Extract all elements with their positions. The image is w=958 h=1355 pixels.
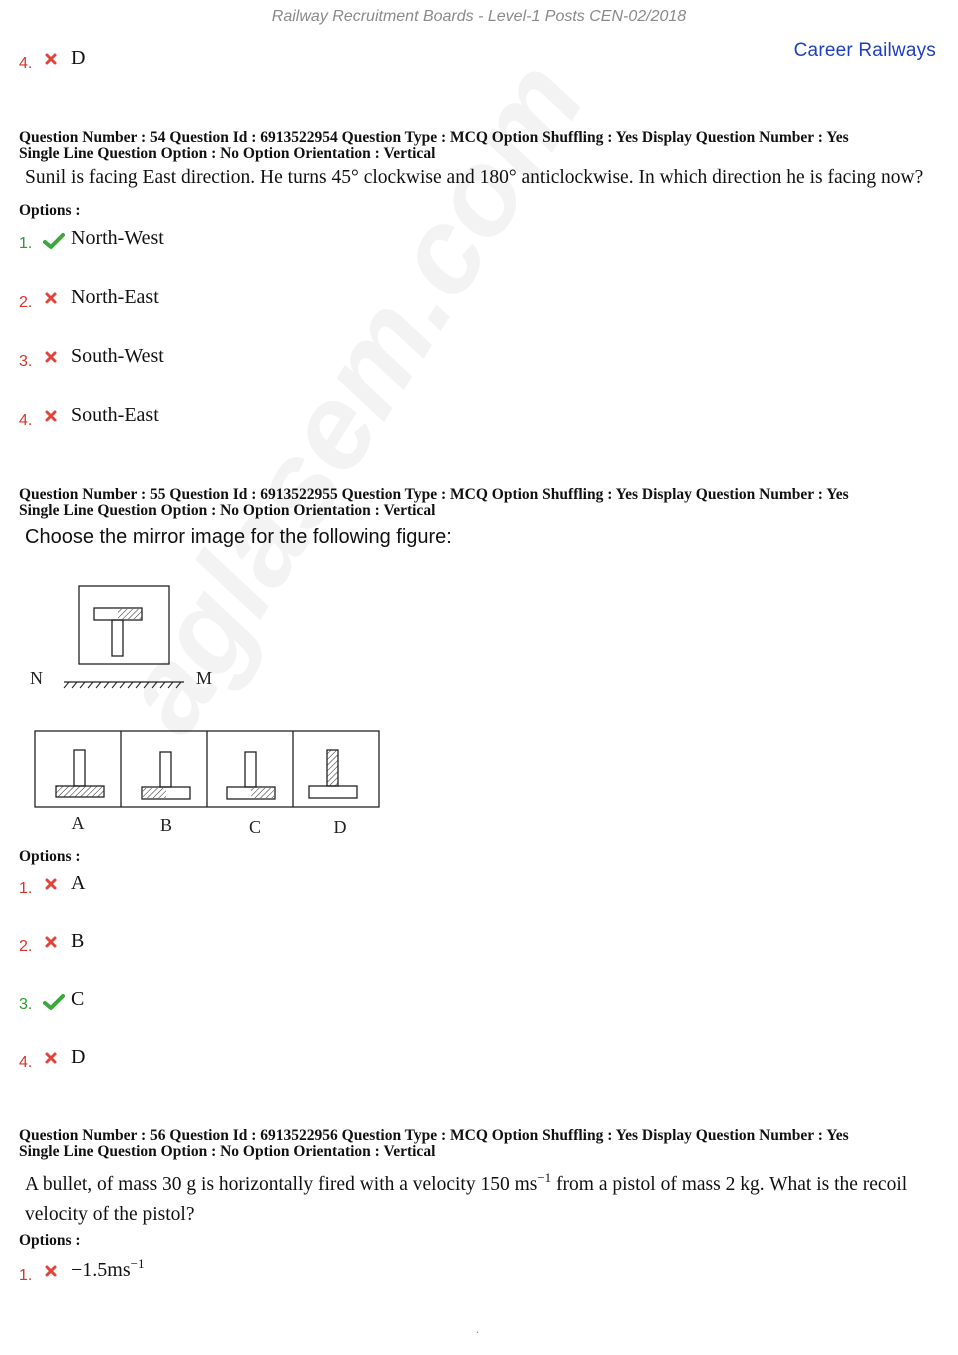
option-text: D [71, 47, 86, 69]
question-meta-line1: Question Number : 55 Question Id : 6913522955 Question Type : MCQ Option Shuffling : Yes Display Question Number : Yes [19, 486, 849, 503]
question-text: Choose the mirror image for the following figure: [25, 526, 452, 548]
option-row [19, 401, 159, 429]
question-text-part1: A bullet, of mass 30 g is horizontally fired with a velocity 150 ms [25, 1174, 538, 1195]
option-row [19, 283, 159, 311]
option-text: North-West [71, 227, 164, 249]
option-number: 4. [19, 412, 33, 429]
mirror-line [64, 682, 184, 688]
option-text: South-West [71, 345, 164, 367]
option-text: North-East [71, 286, 159, 308]
check-icon [41, 230, 71, 252]
cross-icon [41, 933, 71, 955]
cross-icon [41, 1049, 71, 1071]
option-number: 4. [19, 55, 33, 72]
option-text-superscript: −1 [130, 1256, 145, 1271]
cross-icon [41, 50, 71, 72]
option-number: 1. [19, 1267, 33, 1284]
question-meta [19, 130, 939, 162]
question-meta-line2: Single Line Question Option : No Option Orientation : Vertical [19, 502, 436, 519]
option-row [19, 342, 164, 370]
document-header: Railway Recruitment Boards - Level-1 Posts CEN-02/2018 [271, 8, 687, 25]
choice-figure-c [227, 752, 275, 799]
option-row [19, 1043, 85, 1071]
option-text: A [71, 872, 86, 894]
option-number: 3. [19, 996, 33, 1013]
option-row [19, 927, 84, 955]
option-text: B [71, 930, 85, 952]
cross-icon [41, 1262, 71, 1284]
option-text: South-East [71, 404, 159, 426]
question-meta-line2: Single Line Question Option : No Option Orientation : Vertical [19, 145, 436, 162]
cross-icon [41, 875, 71, 897]
choice-label-a: A [71, 813, 85, 833]
question-text: Sunil is facing East direction. He turns 45° clockwise and 180° anticlockwise. In which direction he is facing now? [25, 167, 924, 188]
option-number: 2. [19, 294, 33, 311]
question-text [25, 1163, 940, 1230]
mirror-figure [20, 580, 400, 840]
choice-figure-d [309, 750, 357, 798]
cross-icon [41, 407, 71, 429]
option-number: 2. [19, 938, 33, 955]
question-meta-line1: Question Number : 54 Question Id : 6913522954 Question Type : MCQ Option Shuffling : Yes Display Question Number : Yes [19, 129, 849, 146]
question-meta [19, 1128, 939, 1160]
option-text: D [71, 1046, 86, 1068]
options-label: Options : [19, 202, 81, 219]
option-number: 3. [19, 353, 33, 370]
option-row [19, 44, 85, 72]
choice-label-b: B [159, 815, 173, 835]
question-figure-box [79, 586, 169, 664]
choice-label-c: C [248, 817, 262, 837]
mirror-label-n: N [30, 668, 43, 688]
choice-figure-a [56, 750, 104, 797]
option-text: C [71, 988, 85, 1010]
choice-figure-b [142, 752, 190, 799]
option-row [19, 985, 84, 1013]
option-row [19, 224, 164, 252]
option-row [19, 1256, 144, 1284]
options-label: Options : [19, 848, 81, 865]
page-footer-dot: . [476, 1322, 479, 1336]
question-text-part2: from a pistol of mass 2 kg. What is the recoil velocity of the pistol? [25, 1174, 908, 1225]
option-number: 1. [19, 235, 33, 252]
cross-icon [41, 348, 71, 370]
cross-icon [41, 289, 71, 311]
option-number: 4. [19, 1054, 33, 1071]
options-label: Options : [19, 1232, 81, 1249]
check-icon [41, 991, 71, 1013]
question-meta-line2: Single Line Question Option : No Option Orientation : Vertical [19, 1143, 436, 1160]
question-meta [19, 487, 939, 519]
question-text-superscript: −1 [537, 1170, 552, 1185]
option-number: 1. [19, 880, 33, 897]
option-text-main: −1.5ms [71, 1259, 131, 1281]
question-meta-line1: Question Number : 56 Question Id : 6913522956 Question Type : MCQ Option Shuffling : Yes Display Question Number : Yes [19, 1127, 849, 1144]
brand-label: Career Railways [793, 40, 936, 61]
choice-label-d: D [333, 817, 347, 837]
mirror-label-m: M [196, 668, 213, 688]
option-row [19, 869, 85, 897]
option-text [71, 1252, 144, 1282]
